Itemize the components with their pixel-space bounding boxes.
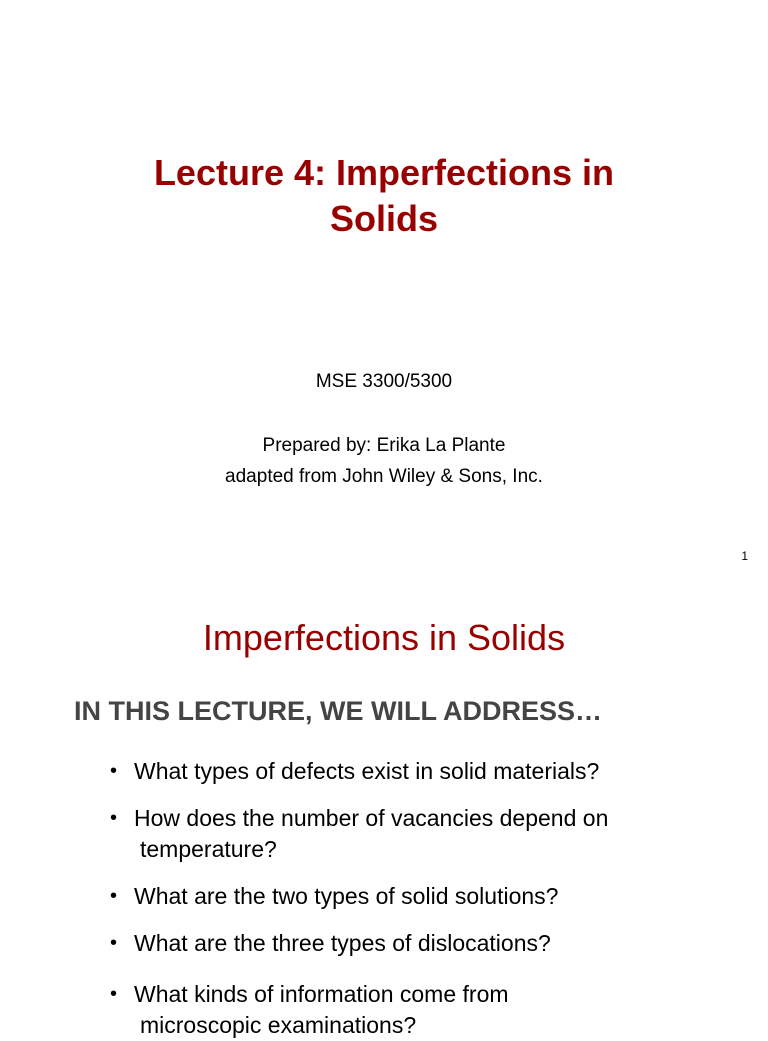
- bullet-item: [110, 881, 710, 912]
- bullet-icon: •: [110, 885, 118, 907]
- bullet-item: [110, 979, 710, 1041]
- bullet-text: How does the number of vacancies depend on: [134, 805, 609, 831]
- bullet-item: [110, 756, 710, 787]
- bullet-text: What kinds of information come from: [134, 981, 509, 1007]
- adapted-from: adapted from John Wiley & Sons, Inc.: [225, 466, 543, 487]
- credits: [0, 430, 768, 492]
- bullet-list: [110, 756, 710, 1041]
- bullet-text: What are the three types of dislocations?: [134, 930, 551, 956]
- bullet-item: [110, 928, 710, 959]
- section-title: Imperfections in Solids: [202, 617, 566, 658]
- page-number: 1: [741, 549, 748, 563]
- prepared-by: Prepared by: Erika La Plante: [262, 435, 506, 456]
- bullet-text: What are the two types of solid solutions?: [134, 883, 559, 909]
- section-subheading: IN THIS LECTURE, WE WILL ADDRESS…: [74, 696, 603, 726]
- bullet-icon: •: [110, 807, 118, 829]
- bullet-item: [110, 803, 710, 865]
- bullet-text-continued: microscopic examinations?: [140, 1012, 417, 1038]
- course-code: MSE 3300/5300: [315, 371, 453, 392]
- slide-title: [84, 150, 684, 242]
- bullet-icon: •: [110, 932, 118, 954]
- slide-title-line-2: Solids: [329, 198, 439, 239]
- bullet-icon: •: [110, 983, 118, 1005]
- bullet-icon: •: [110, 760, 118, 782]
- bullet-text-continued: temperature?: [140, 836, 277, 862]
- bullet-text: What types of defects exist in solid materials?: [134, 758, 600, 784]
- slide-title-line-1: Lecture 4: Imperfections in: [153, 152, 615, 193]
